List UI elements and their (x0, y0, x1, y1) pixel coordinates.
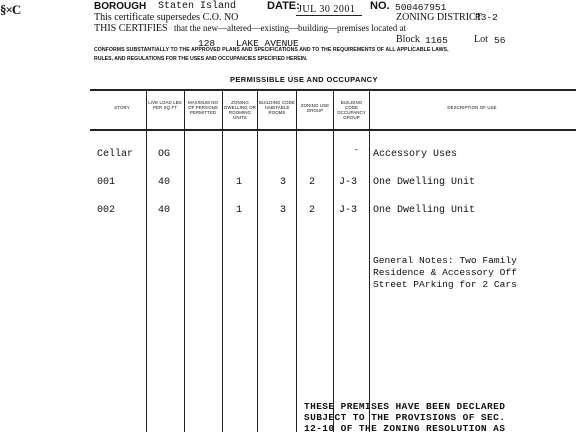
column-divider (184, 91, 185, 432)
table-cell-habitable-rooms: 3 (280, 205, 287, 216)
column-header-description: DESCRIPTION OF USE (447, 105, 497, 110)
table-cell-dwelling-units: 1 (236, 177, 243, 188)
zoning-district-label: ZONING DISTRICT (396, 12, 482, 23)
table-cell-dwelling-units: 1 (236, 205, 243, 216)
column-header-use-group: ZONING USE GROUP (300, 103, 330, 113)
house-number: 128 (198, 38, 216, 49)
zoning-stamp-line: THESE PREMISES HAVE BEEN DECLARED (304, 401, 506, 412)
general-notes-line: Street PArking for 2 Cars (373, 279, 517, 290)
column-header-max-persons: MAXIMUM NO OF PERSONS PERMITTED (187, 100, 219, 115)
certificate-number-label: NO. (370, 0, 390, 12)
date-value: JUL 30 2001 (298, 4, 356, 15)
lot-label: Lot (474, 34, 488, 45)
general-notes-line: Residence & Accessory Off (373, 267, 517, 278)
lot-value: 56 (494, 35, 506, 46)
zoning-district-value: R3-2 (475, 12, 498, 23)
column-header-dwelling-units: ZONING DWELLING OR ROOMING UNITS (224, 100, 256, 120)
table-cell-occupancy-group: - (354, 146, 359, 155)
table-cell-use-group: 2 (309, 205, 316, 216)
conforms-line-2: RULES, AND REGULATIONS FOR THE USES AND OCCUPANCIES SPECIFIED HEREIN. (94, 56, 308, 62)
table-cell-description: One Dwelling Unit (373, 205, 476, 216)
zoning-stamp-line: 12-10 OF THE ZONING RESOLUTION AS (304, 423, 506, 434)
column-header-occupancy-group: BUILDING CODE OCCUPANCY GROUP (337, 100, 366, 120)
column-header-live-load: LIVE LOAD LBS PER SQ FT (148, 100, 182, 110)
table-cell-description: Accessory Uses (373, 149, 458, 160)
table-cell-story: 002 (97, 205, 116, 216)
general-notes-line: General Notes: Two Family (373, 255, 517, 266)
table-cell-description: One Dwelling Unit (373, 177, 476, 188)
certificate-number: 500467951 (395, 2, 447, 13)
column-divider (369, 91, 370, 432)
column-divider (296, 91, 297, 432)
section-title: PERMISSIBLE USE AND OCCUPANCY (230, 75, 378, 84)
block-label: Block (396, 34, 420, 45)
table-cell-habitable-rooms: 3 (280, 177, 287, 188)
date-underline (296, 15, 362, 16)
column-header-story: STORY (114, 105, 130, 110)
table-cell-live-load: 40 (158, 205, 171, 216)
table-cell-story: 001 (97, 177, 116, 188)
corner-mark: §×C (0, 2, 21, 17)
date-label: DATE: (267, 0, 300, 12)
table-cell-live-load: 40 (158, 177, 171, 188)
zoning-stamp-line: SUBJECT TO THE PROVISIONS OF SEC. (304, 412, 506, 423)
column-divider (146, 91, 147, 432)
column-divider (222, 91, 223, 432)
column-divider (333, 91, 334, 432)
block-value: 1165 (425, 35, 448, 46)
table-cell-story: Cellar (97, 149, 134, 160)
column-header-habitable-rooms: BUILDING CODE HABITABLE ROOMS (259, 100, 295, 115)
certifies-prefix: THIS CERTIFIES (94, 23, 168, 34)
supersedes-line: This certificate supersedes C.O. NO (94, 12, 239, 23)
table-cell-occupancy-group: J-3 (339, 177, 358, 188)
conforms-line-1: CONFORMS SUBSTANTIALLY TO THE APPROVED PLANS AND SPECIFICATIONS AND TO THE REQUIREMENTS OF ALL APPLICABLE LAWS, (94, 47, 449, 53)
table-cell-use-group: 2 (309, 177, 316, 188)
column-divider (257, 91, 258, 432)
borough-value: Staten Island (158, 1, 237, 12)
table-cell-live-load: OG (158, 149, 171, 160)
borough-label: BOROUGH (94, 1, 147, 12)
street-name: LAKE AVENUE (236, 38, 299, 49)
table-cell-occupancy-group: J-3 (339, 205, 358, 216)
certifies-text: that the new—altered—existing—building—premises located at (174, 23, 406, 33)
